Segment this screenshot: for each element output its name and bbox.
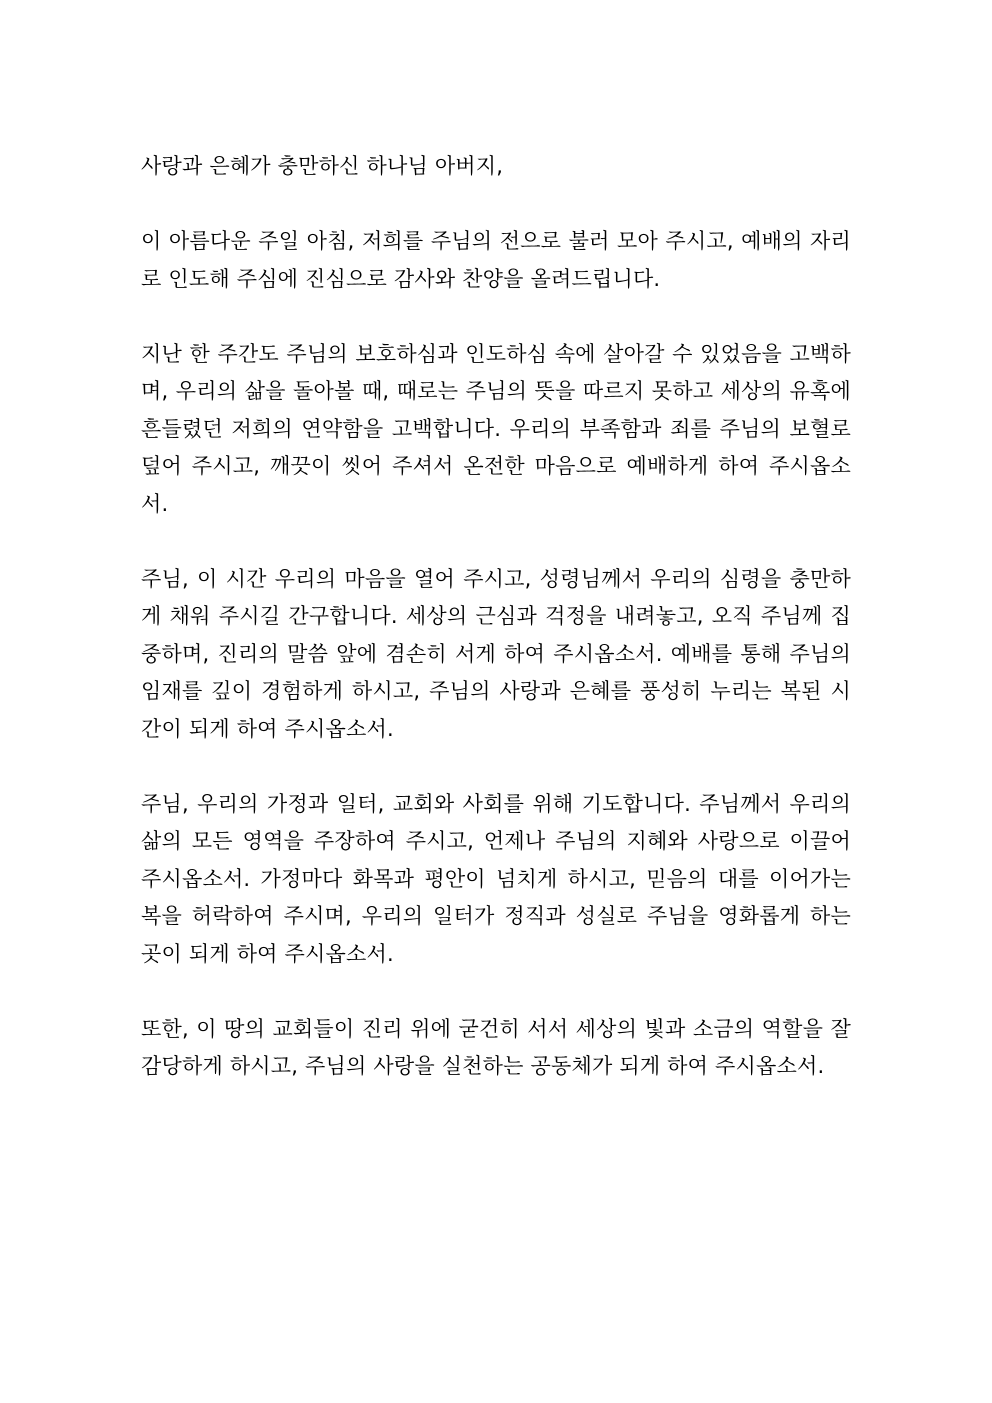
prayer-text [141,148,851,1086]
paragraph-family-work-petition: 주님, 우리의 가정과 일터, 교회와 사회를 위해 기도합니다. 주님께서 우리의 삶의 모든 영역을 주장하여 주시고, 언제나 주님의 지혜와 사랑으로 이끌어 주시옵소서. 가정마다 화목과 평안이 넘치게 하시고, 믿음의 대를 이어가는 복을 허락하여 주시며, 우리의 일터가 정직과 성실로 주님을 영화롭게 하는 곳이 되게 하여 주시옵소서. [141,791,851,966]
paragraph-confession: 지난 한 주간도 주님의 보호하심과 인도하심 속에 살아갈 수 있었음을 고백하며, 우리의 삶을 돌아볼 때, 때로는 주님의 뜻을 따르지 못하고 세상의 유혹에 흔들렸던 저희의 연약함을 고백합니다. 우리의 부족함과 죄를 주님의 보혈로 덮어 주시고, 깨끗이 씻어 주셔서 온전한 마음으로 예배하게 하여 주시옵소서. [141,341,851,516]
paragraph-thanksgiving: 이 아름다운 주일 아침, 저희를 주님의 전으로 불러 모아 주시고, 예배의 자리로 인도해 주심에 진심으로 감사와 찬양을 올려드립니다. [141,229,851,291]
paragraph-worship-petition: 주님, 이 시간 우리의 마음을 열어 주시고, 성령님께서 우리의 심령을 충만하게 채워 주시길 간구합니다. 세상의 근심과 걱정을 내려놓고, 오직 주님께 집중하며, 진리의 말씀 앞에 겸손히 서게 하여 주시옵소서. 예배를 통해 주님의 임재를 깊이 경험하게 하시고, 주님의 사랑과 은혜를 풍성히 누리는 복된 시간이 되게 하여 주시옵소서. [141,566,851,741]
paragraph-church-petition: 또한, 이 땅의 교회들이 진리 위에 굳건히 서서 세상의 빛과 소금의 역할을 잘 감당하게 하시고, 주님의 사랑을 실천하는 공동체가 되게 하여 주시옵소서. [141,1016,851,1078]
paragraph-greeting: 사랑과 은혜가 충만하신 하나님 아버지, [141,154,504,178]
